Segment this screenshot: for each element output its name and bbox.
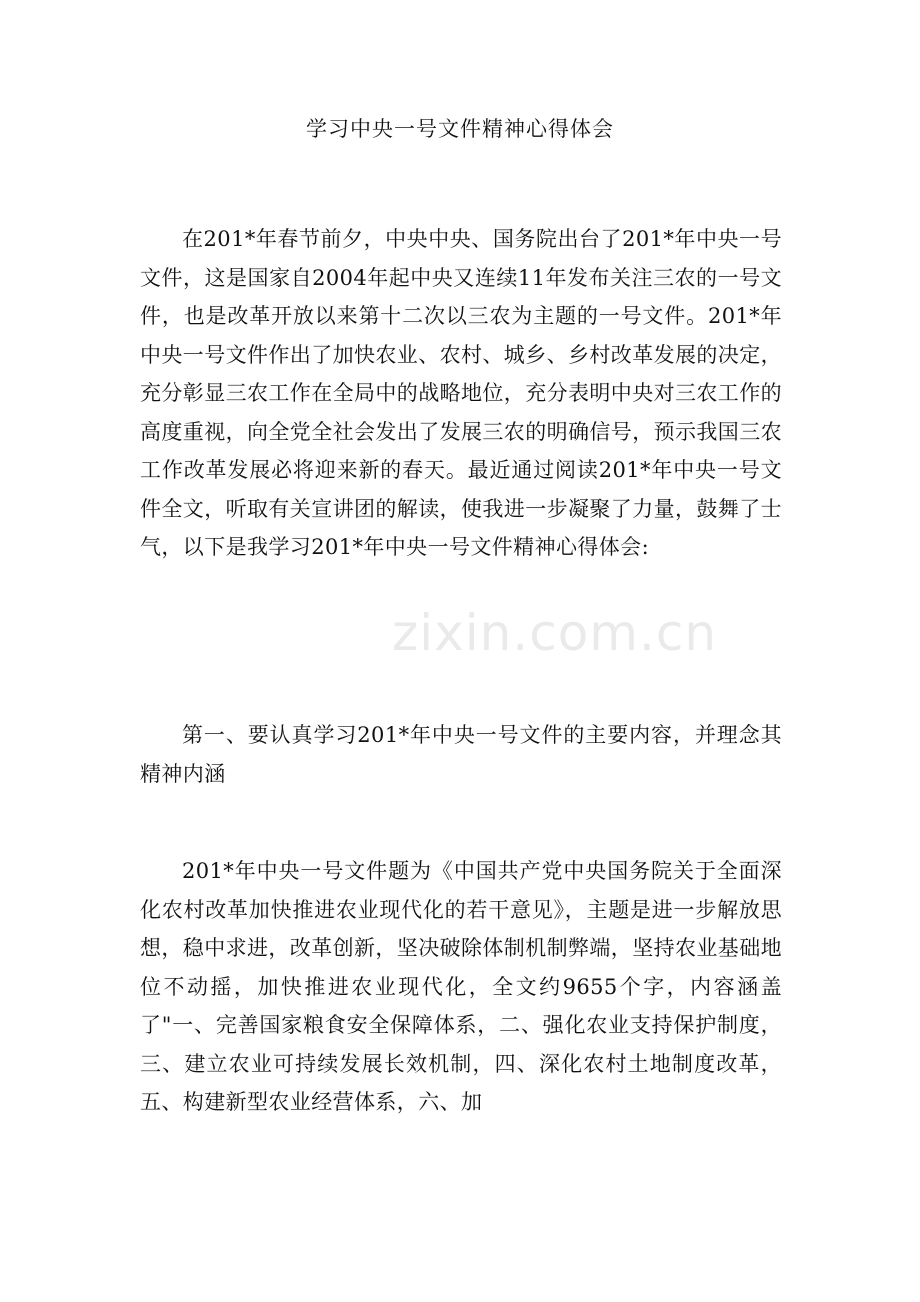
paragraph-intro: 在201*年春节前夕，中央中央、国务院出台了201*年中央一号文件，这是国家自2004年起中央又连续11年发布关注三农的一号文件，也是改革开放以来第十二次以三农为主题的一号文件。201*年中央一号文件作出了加快农业、农村、城乡、乡村改革发展的决定，充分彰显三农工作在全局中的战略地位，充分表明中央对三农工作的高度重视，向全党全社会发出了发展三农的明确信号，预示我国三农工作改革发展必将迎来新的春天。最近通过阅读201*年中央一号文件全文，听取有关宣讲团的解读，使我进一步凝聚了力量，鼓舞了士气，以下是我学习201*年中央一号文件精神心得体会: xyxy=(140,227,782,559)
paragraph-section-heading: 第一、要认真学习201*年中央一号文件的主要内容，并理念其精神内涵 xyxy=(140,723,782,786)
document-title: 学习中央一号文件精神心得体会 xyxy=(306,117,614,141)
watermark: zixin.com.cn xyxy=(392,604,718,662)
paragraph-body: 201*年中央一号文件题为《中国共产党中央国务院关于全面深化农村改革加快推进农业现代化的若干意见》，主题是进一步解放思想，稳中求进，改革创新，坚决破除体制机制弊端，坚持农业基础地位不动摇，加快推进农业现代化，全文约9655个字，内容涵盖了"一、完善国家粮食安全保障体系，二、强化农业支持保护制度，三、建立农业可持续发展长效机制，四、深化农村土地制度改革，五、构建新型农业经营体系，六、加 xyxy=(140,859,782,1114)
